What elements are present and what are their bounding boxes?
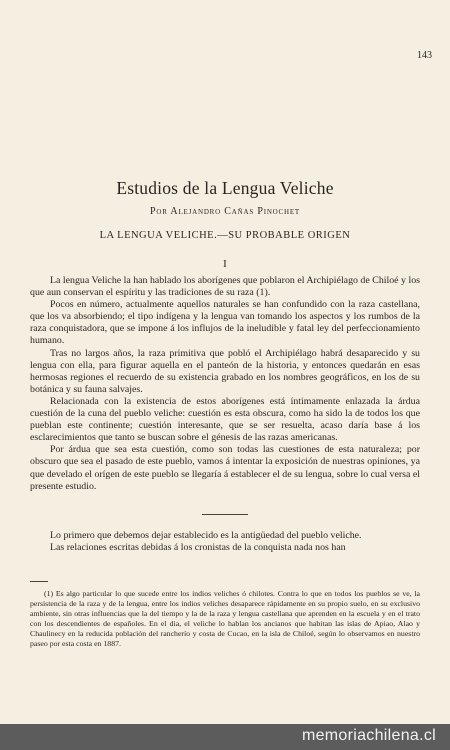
paragraph: Por árdua que sea esta cuestión, como son todas las cuestiones de esta naturaleza; por obscuro que sea el pasado de este pueblo, vamos á intentar la exposición de nuestras opiniones, ya que develado el orígen de este pueblo se llegaría á establecer el de su lengua, sobre lo cual versa el presente estudio. (30, 444, 420, 492)
footer-bar (0, 724, 450, 750)
chapter-subtitle: LA LENGUA VELICHE.—SU PROBABLE ORIGEN (99, 230, 351, 241)
paragraph: Las relaciones escritas debidas á los cronistas de la conquista nada nos han (50, 542, 346, 554)
section-number: I (223, 258, 227, 270)
main-text (30, 275, 420, 493)
paragraph: Relacionada con la existencia de estos aborígenes está íntimamente enlazada la árdua cuestión de la cuna del pueblo veliche: cuestión es esta obscura, como ha sido la de todos los que pueblan este continente; cuestión interesante, que se ser resuelta, acaso daría base á los esclarecimientos que tanto se buscan sobre el génesis de las razas americanas. (30, 395, 420, 444)
article-title: Estudios de la Lengua Veliche (116, 178, 334, 198)
paragraph: Lo primero que debemos dejar establecido es la antigüedad del pueblo veliche. (50, 530, 362, 541)
footnote-text: (1) Es algo particular lo que sucede entre los indios veliches ó chilotes. Contra lo que en todos los pueblos se ve, la persistencia de la raza y de la lengua, entre los indios veliches desaparece rápidamente en su propio suelo, en su exclusivo ambiente, sin otras influencias que la del tiempo y la de la raza y lengua castellana que aprenden en la escuela y en el trato con los descendientes de españoles. En el dia, el veliche lo hablan los ancianos que habitan las islas de Apiao, Alao y Chaulinecy en la reducida población del rancherío y costa de Cucao, en la isla de Chiloé, según lo observamos en nuestro paseo por esta costa en 1887. (30, 589, 420, 649)
paragraph: Tras no largos años, la raza primitiva que pobló el Archipiélago habrá desaparecido y su lengua con ella, para figurar aquella en el panteón de la historia, y entonces quedarán en esas hermosas regiones el recuerdo de su existencia grabado en los nombres geográficos, en los de su botánica y su fauna salvajes. (30, 347, 420, 395)
watermark-link[interactable]: memoriachilena.cl (301, 727, 436, 744)
main-text-continued (30, 530, 420, 554)
footnote (30, 589, 420, 650)
author-line: Por Alejandro Cañas Pinochet (149, 206, 301, 217)
paragraph: Pocos en número, actualmente aquellos naturales se han confundido con la raza castellana, que los va absorbiendo; el tipo indígena y la lengua van tomando los aspectos y los rumbos de la raza conquistadora, que se impone á los influjos de la ineludible y fatal ley del perfeccionamiento humano. (30, 299, 420, 347)
section-divider (202, 514, 248, 515)
paragraph: La lengua Veliche la han hablado los aborígenes que poblaron el Archipiélago de Chiloé y los que aun conservan el espíritu y las tradiciones de su raza (1). (30, 275, 420, 299)
footnote-divider (30, 581, 48, 582)
page-number: 143 (417, 50, 432, 61)
